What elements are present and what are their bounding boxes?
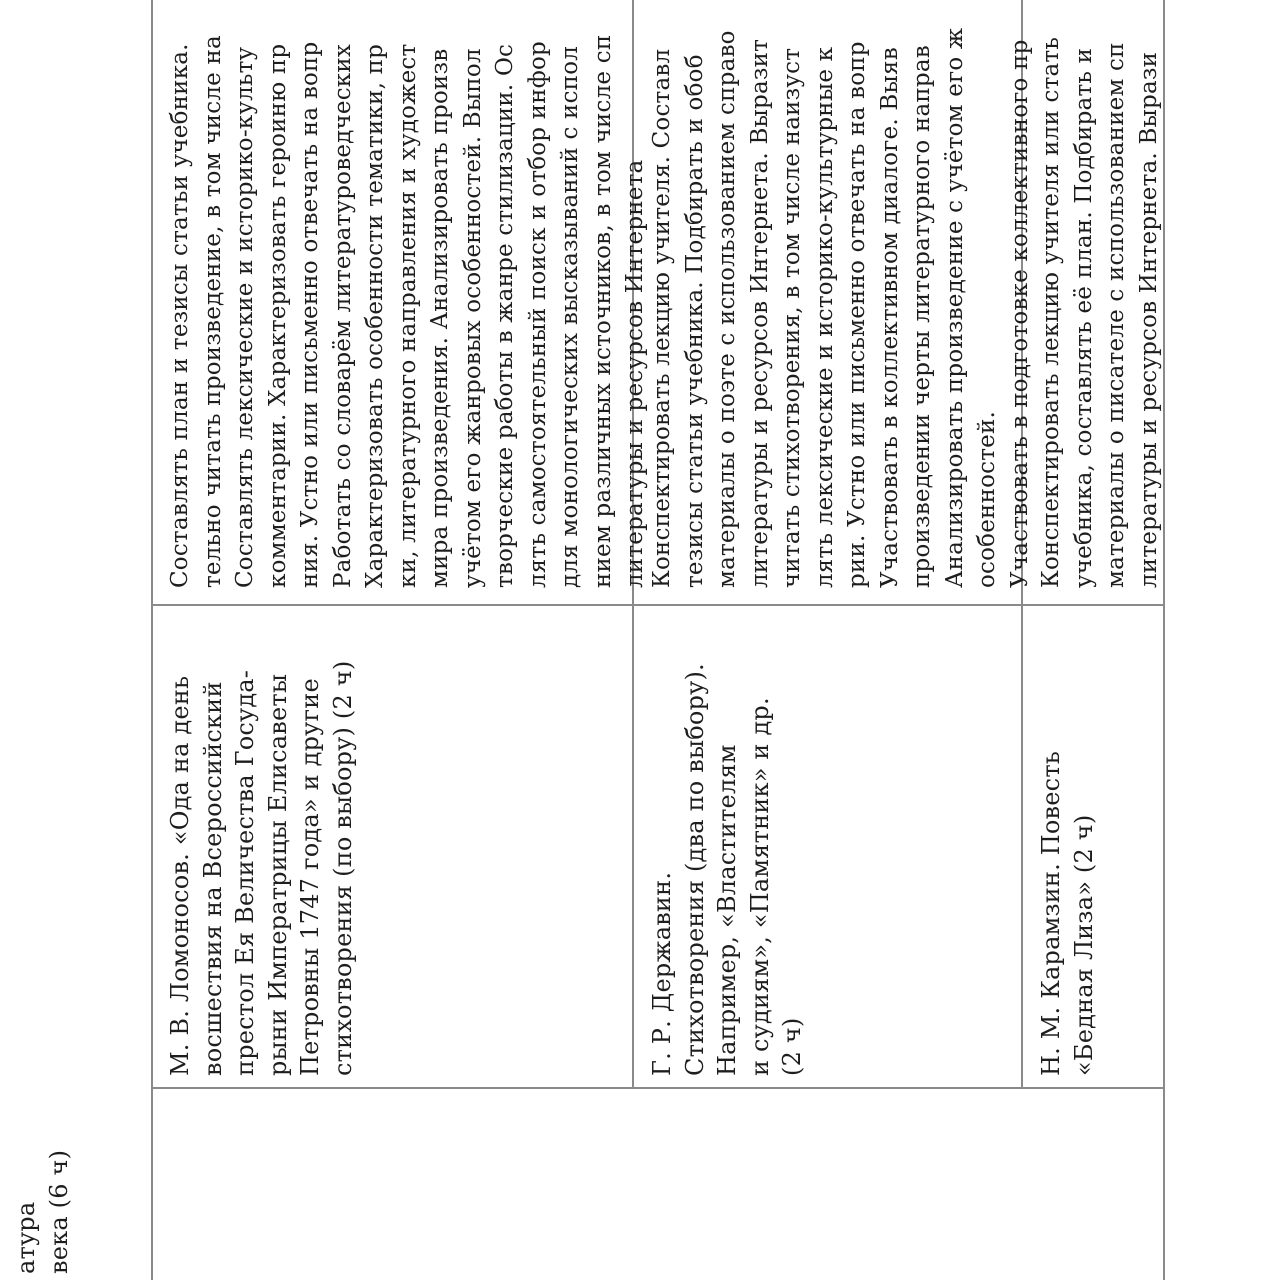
work-title-lomonosov: М. В. Ломоносов. «Ода на день восшествия на Всероссийский престол Ея Величества Госуда- рыни Императрицы Елисаветы Петровны 1747 года» и другие стихотворения (по выбору) (2 ч) [166, 660, 357, 1076]
table-row-derzhavin-work-cell [636, 608, 1019, 1086]
table-row-derzhavin-activities-cell [636, 0, 1033, 602]
activities-lomonosov: Составлять план и тезисы статьи учебника. тельно читать произведение, в том числе на Составлять лексические и историко-культу комментарии. Характеризовать героиню пр ния. Устно или письменно отвечать на вопр Работать со словарём литературоведческих Характеризовать особенности тематики, пр ки, литературного направления и художест мира произведения. Анализировать произв учётом его жанровых особенностей. Выпол творческие работы в жанре стилизации. Ос лять самостоятельный поиск и отбор инфор для монологических высказываний с испол нием различных источников, в том числе сп литературы и ресурсов Интернета [167, 34, 648, 588]
work-title-karamzin: Н. М. Карамзин. Повесть «Бедная Лиза» (2 ч) [1037, 750, 1098, 1076]
section-heading-cell [0, 1100, 150, 1280]
table-row-karamzin-activities-cell [1025, 0, 1161, 602]
activities-derzhavin: Конспектировать лекцию учителя. Составл тезисы статьи учебника. Подбирать и обоб материалы о поэте с использованием справо литературы и ресурсов Интернета. Выразит читать стихотворения, в том числе наизуст лять лексические и историко-культурные к рии. Устно или письменно отвечать на вопр Участвовать в коллективном диалоге. Выяв произведении черты литературного направ Анализировать произведение с учётом его ж особенностей. Участвовать в подготовке коллективного пр [649, 27, 1033, 588]
section-heading: атура века (6 ч) [12, 1149, 73, 1274]
column-separator-work-activity [151, 604, 1165, 606]
column-separator-section-work [151, 1087, 1165, 1089]
table-row-lomonosov-work-cell [154, 608, 630, 1086]
work-title-derzhavin: Г. Р. Державин. Стихотворения (два по выбору). Например, «Властителям и судиям», «Памятник» и др. (2 ч) [648, 663, 806, 1076]
table-row-lomonosov-activities-cell [154, 0, 648, 602]
table-row-karamzin-work-cell [1025, 608, 1161, 1086]
activities-karamzin: Конспектировать лекцию учителя или стать учебника, составлять её план. Подбирать и материалы о писателе с использованием сп литературы и ресурсов Интернета. Вырази [1038, 36, 1162, 588]
